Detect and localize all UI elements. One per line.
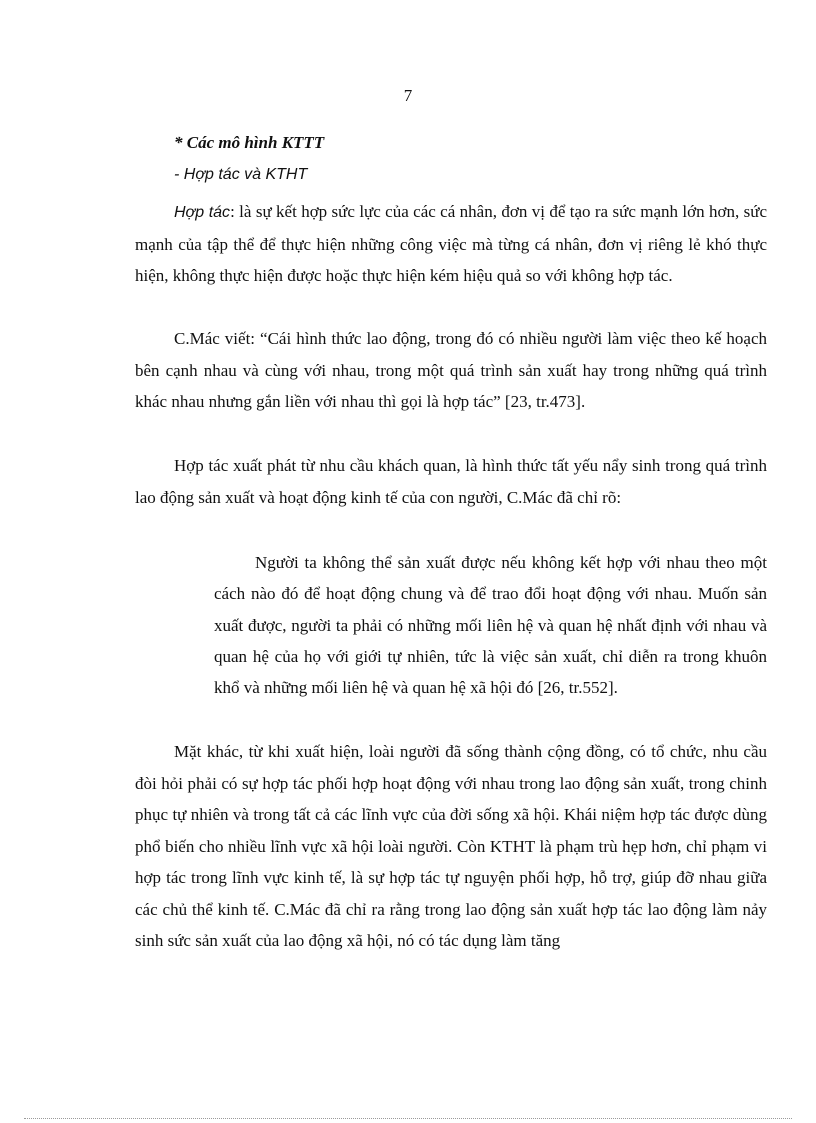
subsection-heading: - Hợp tác và KTHT bbox=[174, 166, 308, 183]
block-quote: Người ta không thể sản xuất được nếu không kết hợp với nhau theo một cách nào đó để hoạt động chung và để trao đổi hoạt động với nhau. Muốn sản xuất được, người ta phải có những mối liên hệ và quan hệ nhất định với nhau và quan hệ của họ với giới tự nhiên, tức là việc sản xuất, chỉ diễn ra trong khuôn khổ và những mối liên hệ và quan hệ xã hội đó [26, tr.552]. bbox=[214, 553, 767, 698]
section-heading: * Các mô hình KTTT bbox=[174, 133, 325, 152]
paragraph-definition bbox=[135, 196, 767, 292]
paragraph-marx-quote: C.Mác viết: “Cái hình thức lao động, trong đó có nhiều người làm việc theo kế hoạch bên cạnh nhau và cùng với nhau, trong một quá trình sản xuất hay trong những quá trình khác nhau nhưng gắn liền với nhau thì gọi là hợp tác” [23, tr.473]. bbox=[135, 329, 767, 411]
paragraph-context: Mặt khác, từ khi xuất hiện, loài người đã sống thành cộng đồng, có tổ chức, nhu cầu đòi hỏi phải có sự hợp tác phối hợp hoạt động với nhau trong lao động sản xuất, trong chinh phục tự nhiên và trong tất cả các lĩnh vực của đời sống xã hội. Khái niệm hợp tác được dùng phổ biến cho nhiều lĩnh vực xã hội loài người. Còn KTHT là phạm trù hẹp hơn, chỉ phạm vi hợp tác trong lĩnh vực kinh tế, là sự hợp tác tự nguyện phối hợp, hỗ trợ, giúp đỡ nhau giữa các chủ thể kinh tế. C.Mác đã chỉ ra rằng trong lao động sản xuất hợp tác lao động làm nảy sinh sức sản xuất của lao động xã hội, nó có tác dụng làm tăng bbox=[135, 742, 767, 950]
page-bottom-rule bbox=[24, 1118, 792, 1119]
page-number: 7 bbox=[403, 86, 413, 105]
defined-term: Hợp tác bbox=[174, 204, 231, 221]
paragraph-origin: Hợp tác xuất phát từ nhu cầu khách quan, là hình thức tất yếu nẩy sinh trong quá trình lao động sản xuất và hoạt động kinh tế của con người, C.Mác đã chỉ rõ: bbox=[135, 456, 767, 507]
definition-text: : là sự kết hợp sức lực của các cá nhân, đơn vị để tạo ra sức mạnh lớn hơn, sức mạnh của tập thể để thực hiện những công việc mà từng cá nhân, đơn vị riêng lẻ khó thực hiện, không thực hiện được hoặc thực hiện kém hiệu quả so với không hợp tác. bbox=[135, 202, 767, 285]
